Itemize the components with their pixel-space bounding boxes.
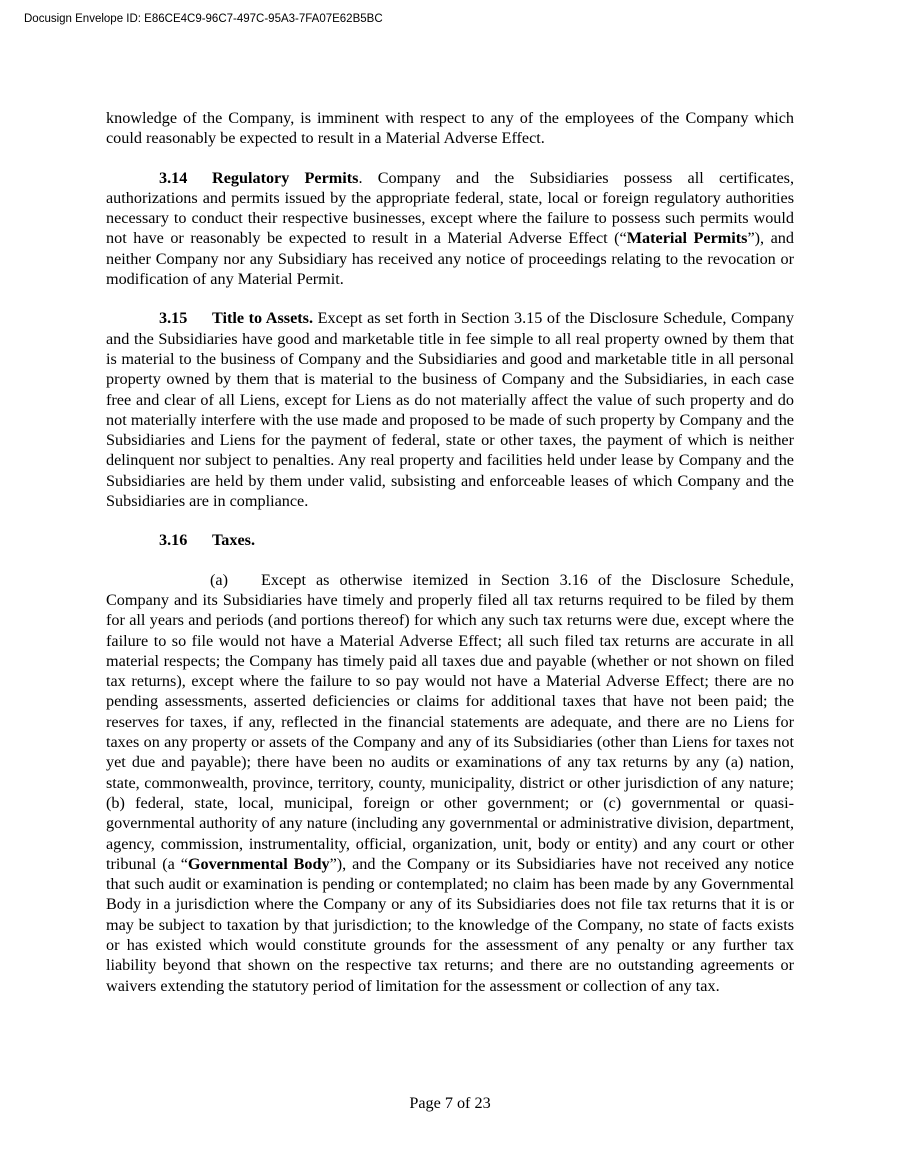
section-heading: Regulatory Permits: [212, 168, 359, 187]
section-heading: Taxes.: [212, 531, 256, 550]
section-text: ”), and neither Company nor any Subsidiary has received any notice of proceedings relating to the revocation or modification of any Material Permit.: [106, 229, 794, 289]
section-3-15: [106, 308, 794, 511]
section-text: . Company and the Subsidiaries possess all certificates, authorizations and permits issued by the appropriate federal, state, local or foreign regulatory authorities necessary to conduct their respective businesses, except where the failure to possess such permits would not have or reasonably be expected to result in a Material Adverse Effect (“: [106, 168, 794, 248]
section-text: Except as set forth in Section 3.15 of the Disclosure Schedule, Company and the Subsidiaries have good and marketable title in fee simple to all real property owned by them that is material to the business of Company and the Subsidiaries and good and marketable title in all personal property owned by them that is material to the business of Company and the Subsidiaries, in each case free and clear of all Liens, except for Liens as do not materially affect the value of such property and do not materially interfere with the use made and proposed to be made of such property by Company and the Subsidiaries and Liens for the payment of federal, state or other taxes, the payment of which is neither delinquent nor subject to penalties. Any real property and facilities held under lease by Company and the Subsidiaries are held by them under valid, subsisting and enforceable leases of which Company and the Subsidiaries are in compliance.: [106, 309, 794, 511]
section-number: 3.14: [159, 168, 188, 187]
subsection-label: (a): [210, 570, 228, 589]
section-number: 3.16: [159, 531, 188, 550]
section-3-14: [106, 168, 794, 290]
defined-term: Governmental Body: [187, 854, 330, 873]
intro-paragraph: knowledge of the Company, is imminent with respect to any of the employees of the Company which could reasonably be expected to result in a Material Adverse Effect.: [106, 109, 794, 148]
section-text: ”), and the Company or its Subsidiaries have not received any notice that such audit or examination is pending or contemplated; no claim has been made by any Governmental Body in a jurisdiction where the Company or any of its Subsidiaries does not file tax returns that it is or may be subject to taxation by that jurisdiction; to the knowledge of the Company, no state of facts exists or has existed which would constitute grounds for the assessment of any penalty or any further tax liability beyond that shown on the respective tax returns; and there are no outstanding agreements or waivers extending the statutory period of limitation for the assessment or collection of any tax.: [106, 854, 794, 995]
defined-term: Material Permits: [626, 229, 748, 248]
section-3-16-a: [106, 570, 794, 996]
section-number: 3.15: [159, 309, 188, 328]
document-body: [106, 108, 794, 1015]
section-3-16-heading: [159, 530, 794, 550]
section-text: Except as otherwise itemized in Section 3.16 of the Disclosure Schedule, Company and its Subsidiaries have timely and properly filed all tax returns required to be filed by them for all years and periods (and portions thereof) for which any such tax returns were due, except where the failure to so file would not have a Material Adverse Effect; all such filed tax returns are accurate in all material respects; the Company has timely paid all taxes due and payable (whether or not shown on filed tax returns), except where the failure to so pay would not have a Material Adverse Effect; there are no pending assessments, asserted deficiencies or claims for additional taxes that have not been paid; the reserves for taxes, if any, reflected in the financial statements are adequate, and there are no Liens for taxes on any property or assets of the Company and any of its Subsidiaries (other than Liens for taxes not yet due and payable); there have been no audits or examinations of any tax returns by any (a) nation, state, commonwealth, province, territory, county, municipality, district or other jurisdiction of any nature; (b) federal, state, local, municipal, foreign or other government; or (c) governmental or quasi-governmental authority of any nature (including any governmental or administrative division, department, agency, commission, instrumentality, official, organization, unit, body or entity) and any court or other tribunal (a “: [106, 570, 794, 873]
page-number: Page 7 of 23: [409, 1094, 491, 1112]
section-heading: Title to Assets.: [212, 309, 314, 328]
envelope-id: Docusign Envelope ID: E86CE4C9-96C7-497C-95A3-7FA07E62B5BC: [24, 13, 383, 25]
